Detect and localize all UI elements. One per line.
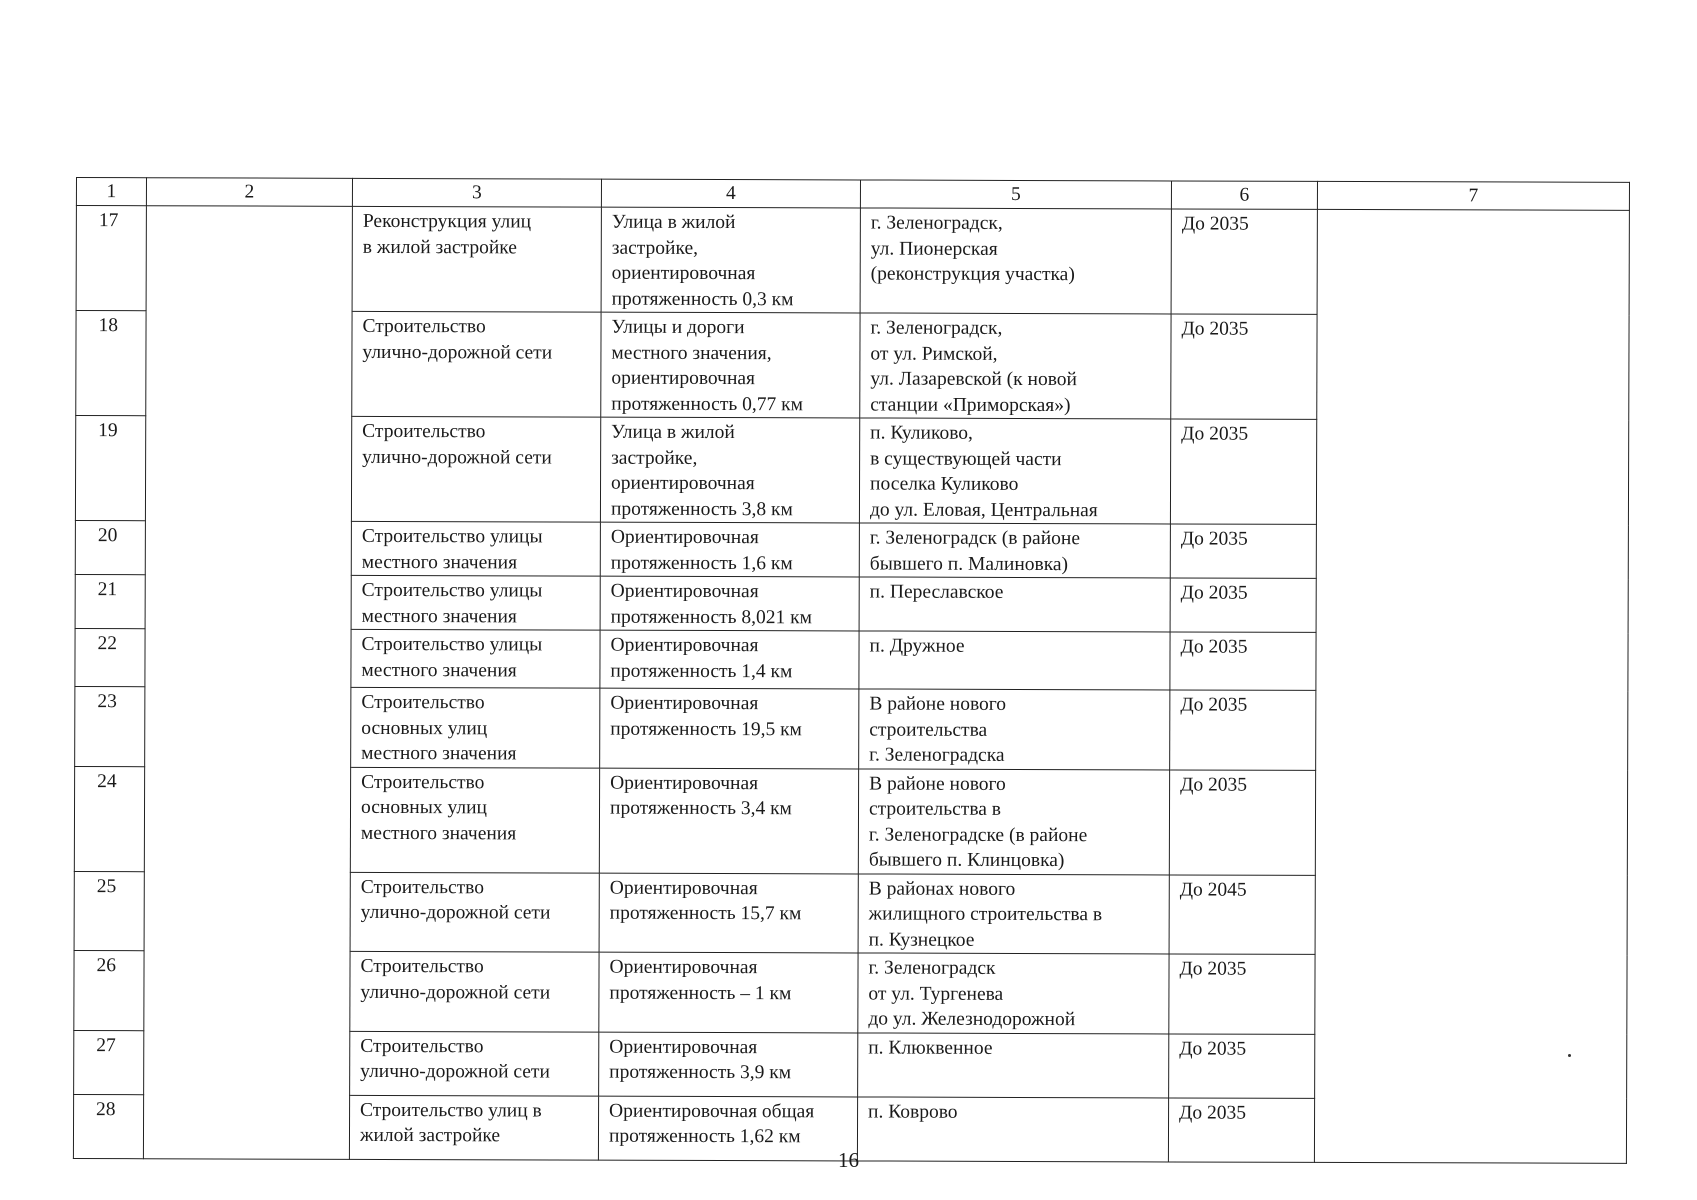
characteristic-cell-text: Ориентировочная протяженность 15,7 км <box>609 877 802 925</box>
row-number-cell <box>74 1030 144 1094</box>
row-number-cell-text: 28 <box>96 1098 116 1120</box>
activity-cell <box>351 575 600 630</box>
activity-cell-text: Строительство улично-дорожной сети <box>360 876 551 924</box>
characteristic-cell-text: Ориентировочная протяженность 3,9 км <box>609 1036 792 1084</box>
activity-cell-text: Строительство основных улиц местного значения <box>361 691 517 765</box>
row-number-cell-text: 24 <box>97 770 117 792</box>
activity-cell <box>352 206 601 312</box>
row-number-cell-text: 26 <box>96 955 117 977</box>
location-cell <box>858 768 1169 874</box>
row-number-cell-text: 20 <box>97 525 118 547</box>
activity-cell-text: Реконструкция улиц в жилой застройке <box>362 210 532 258</box>
row-number-cell-text: 21 <box>97 579 118 601</box>
row-number-cell <box>75 628 145 686</box>
activity-cell-text: Строительство улично-дорожной сети <box>362 420 552 468</box>
row-number-cell <box>75 416 145 521</box>
location-cell-text: п. Куликово, в существующей части поселка Куликово до ул. Еловая, Центральная <box>869 422 1098 521</box>
activity-cell-text: Строительство улично-дорожной сети <box>360 1035 550 1083</box>
location-cell-text: п. Переславское <box>869 581 1004 603</box>
activity-cell <box>351 416 600 522</box>
deadline-cell-text: До 2035 <box>1180 528 1248 550</box>
deadline-cell-text: До 2035 <box>1180 582 1248 604</box>
deadline-cell-text: До 2035 <box>1181 423 1249 445</box>
characteristic-cell <box>599 1032 858 1097</box>
deadline-cell <box>1170 419 1316 524</box>
activity-cell-text: Строительство улицы местного значения <box>361 525 543 573</box>
characteristic-cell <box>601 207 860 313</box>
row-number-cell <box>76 311 146 416</box>
row-number-cell <box>75 520 145 574</box>
scan-speck <box>1568 1054 1571 1057</box>
row-number-cell-text: 18 <box>98 315 119 337</box>
location-cell-text: В районах нового жилищного строительства в п. Кузнецкое <box>868 877 1103 951</box>
deadline-cell-text: До 2035 <box>1180 636 1248 658</box>
location-cell <box>859 631 1170 690</box>
deadline-cell-text: До 2035 <box>1179 1101 1247 1124</box>
data-table <box>73 177 1630 1163</box>
location-cell <box>859 418 1170 524</box>
activity-cell <box>351 521 600 576</box>
characteristic-cell-text: Ориентировочная протяженность – 1 км <box>609 956 792 1004</box>
header-cell: 7 <box>1317 181 1629 210</box>
header-cell: 6 <box>1171 181 1317 209</box>
row-number-cell <box>75 686 145 766</box>
activity-cell-text: Строительство улиц в жилой застройке <box>359 1099 542 1147</box>
row-number-cell-text: 25 <box>96 875 117 897</box>
characteristic-cell <box>600 417 859 523</box>
row-number-cell-text: 19 <box>98 420 118 442</box>
activity-cell-text: Строительство улично-дорожной сети <box>362 315 553 363</box>
activity-cell-text: Строительство основных улиц местного значения <box>360 771 517 844</box>
location-cell <box>859 523 1170 578</box>
header-cell: 2 <box>146 178 352 207</box>
row-number-cell <box>74 766 144 871</box>
deadline-cell <box>1169 1033 1315 1097</box>
location-cell-text: В районе нового строительства г. Зеленоградска <box>869 693 1007 766</box>
characteristic-cell <box>599 873 858 953</box>
deadline-cell-text: До 2045 <box>1179 878 1247 901</box>
activity-cell-text: Строительство улично-дорожной сети <box>360 955 551 1003</box>
deadline-cell <box>1170 524 1316 578</box>
activity-cell <box>350 767 599 873</box>
location-cell-text: г. Зеленоградск от ул. Тургенева до ул. Железнодорожной <box>868 957 1076 1031</box>
characteristic-cell <box>599 768 858 874</box>
deadline-cell <box>1170 578 1316 632</box>
location-cell <box>860 208 1171 314</box>
location-cell-text: г. Зеленоградск, ул. Пионерская (реконструкция участка) <box>870 212 1075 286</box>
characteristic-cell-text: Ориентировочная протяженность 1,6 км <box>610 526 793 574</box>
activity-cell <box>351 629 600 688</box>
location-cell-text: г. Зеленоградск (в районе бывшего п. Малиновка) <box>869 527 1081 575</box>
activity-cell <box>350 872 599 952</box>
deadline-cell-text: До 2035 <box>1181 318 1249 340</box>
location-cell <box>859 577 1170 632</box>
activity-cell-text: Строительство улицы местного значения <box>361 579 543 627</box>
deadline-cell-text: До 2035 <box>1180 694 1248 716</box>
deadline-cell-text: До 2035 <box>1179 958 1247 980</box>
row-number-cell-text: 17 <box>98 210 119 232</box>
deadline-cell <box>1170 690 1316 770</box>
location-cell <box>859 689 1170 769</box>
characteristic-cell-text: Улица в жилой застройке, ориентировочная протяженность 3,8 км <box>610 421 793 520</box>
activity-cell-text: Строительство улицы местного значения <box>361 633 543 681</box>
characteristic-cell-text: Ориентировочная протяженность 19,5 км <box>610 692 802 740</box>
header-cell: 4 <box>601 179 860 208</box>
header-cell: 5 <box>860 180 1171 209</box>
deadline-cell <box>1171 314 1317 419</box>
row-number-cell <box>76 206 146 311</box>
column-7-cell <box>1314 209 1629 1162</box>
characteristic-cell <box>599 952 858 1032</box>
characteristic-cell <box>600 630 859 689</box>
characteristic-cell-text: Ориентировочная протяженность 1,4 км <box>610 634 793 682</box>
characteristic-cell-text: Улицы и дороги местного значения, ориентировочная протяженность 0,77 км <box>611 316 803 415</box>
deadline-cell <box>1170 632 1316 690</box>
column-2-cell <box>143 206 352 1159</box>
deadline-cell <box>1169 954 1315 1034</box>
location-cell-text: п. Дружное <box>869 635 965 657</box>
row-number-cell <box>74 950 144 1030</box>
characteristic-cell-text: Ориентировочная общая протяженность 1,62 км <box>608 1100 815 1148</box>
location-cell <box>858 873 1169 953</box>
characteristic-cell-text: Улица в жилой застройке, ориентировочная протяженность 0,3 км <box>611 211 794 310</box>
table-row <box>76 206 1629 316</box>
page-number: 16 <box>838 1148 859 1172</box>
header-cell: 3 <box>352 178 601 207</box>
characteristic-cell <box>600 522 859 577</box>
row-number-cell-text: 23 <box>97 691 117 713</box>
deadline-cell <box>1169 874 1315 954</box>
activity-cell <box>351 687 600 767</box>
location-cell <box>858 953 1169 1033</box>
location-cell-text: п. Клюквенное <box>868 1036 993 1059</box>
location-cell <box>860 313 1171 419</box>
deadline-cell-text: До 2035 <box>1181 213 1249 235</box>
row-number-cell <box>74 871 144 951</box>
activity-cell <box>350 1031 599 1096</box>
location-cell-text: п. Коврово <box>868 1100 958 1123</box>
table-body <box>73 206 1629 1163</box>
location-cell-text: В районе нового строительства в г. Зеленоградске (в районе бывшего п. Клинцовка) <box>868 772 1088 872</box>
deadline-cell <box>1169 769 1315 874</box>
activity-cell <box>350 951 599 1031</box>
characteristic-cell <box>600 576 859 631</box>
activity-cell <box>352 311 601 417</box>
row-number-cell <box>75 574 145 628</box>
header-cell: 1 <box>76 178 146 206</box>
deadline-cell <box>1171 209 1317 314</box>
deadline-cell-text: До 2035 <box>1179 1037 1247 1060</box>
characteristic-cell <box>601 312 860 418</box>
deadline-cell-text: До 2035 <box>1180 773 1248 796</box>
row-number-cell-text: 22 <box>97 633 118 655</box>
location-cell-text: г. Зеленоградск, от ул. Римской, ул. Лазаревской (к новой станции «Приморская») <box>870 317 1078 416</box>
characteristic-cell-text: Ориентировочная протяженность 8,021 км <box>610 580 813 628</box>
characteristic-cell-text: Ориентировочная протяженность 3,4 км <box>609 772 792 820</box>
location-cell <box>858 1032 1169 1097</box>
row-number-cell-text: 27 <box>96 1034 116 1056</box>
characteristic-cell <box>600 688 859 768</box>
